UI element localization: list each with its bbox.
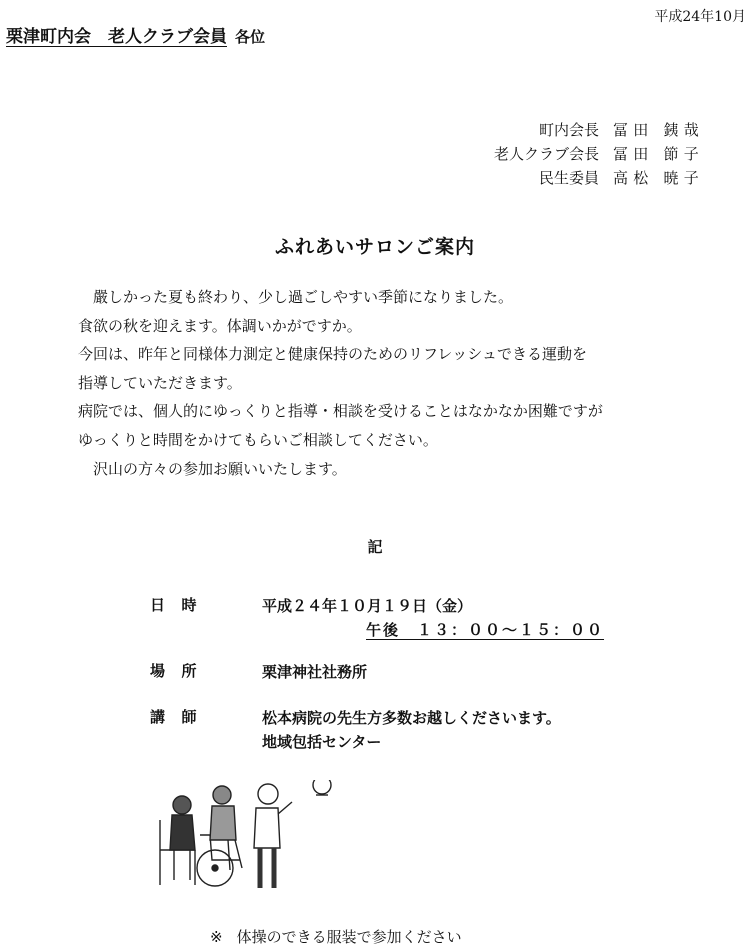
body-line: 指導していただきます。 [78, 373, 242, 392]
body-line: 食欲の秋を迎えます。体調いかがですか。 [78, 316, 362, 335]
instructor-figure [313, 780, 331, 795]
datetime-value [262, 594, 604, 642]
body-line: 病院では、個人的にゆっくりと指導・相談を受けることはなかなか困難ですが [78, 402, 603, 421]
sender-name: 冨田 節子 [612, 145, 704, 163]
body-line: 嚴しかった夏も終わり、少し過ごしやすい季節になりました。 [78, 288, 514, 306]
event-date: 平成２４年１０月１９日（金） [262, 597, 473, 615]
wheelchair-person-figure [210, 786, 242, 870]
document-date: 平成24年10月 [654, 9, 746, 25]
clothing-note [210, 926, 462, 947]
addressee [6, 22, 265, 47]
place-label: 場所 [150, 662, 214, 680]
sender-name: 高松 暁子 [612, 169, 704, 187]
lecturer-value [262, 706, 561, 754]
addressee-suffix: 各位 [235, 28, 266, 46]
note-text: 体操のできる服装で参加ください [236, 928, 462, 946]
sender-row [494, 118, 704, 142]
place-value: 栗津神社社務所 [262, 663, 368, 681]
sender-row [494, 142, 704, 166]
sender-name: 冨田 銕哉 [612, 121, 704, 139]
standing-person-figure [254, 784, 292, 888]
document-title: ふれあいサロンご案内 [274, 236, 475, 258]
datetime-label: 日時 [150, 596, 214, 614]
senders-block [494, 118, 704, 190]
note-mark: ※ [210, 928, 223, 946]
lecturer-line-1: 松本病院の先生方多数お越しくださいます。 [262, 709, 561, 727]
sender-role: 老人クラブ会長 [493, 145, 599, 163]
body-line: 今回は、昨年と同様体力測定と健康保持のためのリフレッシュできる運動を [78, 345, 587, 364]
seated-person-figure [170, 796, 195, 880]
wheelchair-figure [197, 835, 240, 886]
lecturer-line-2: 地域包括センター [262, 733, 382, 751]
sender-row [494, 166, 704, 190]
event-time: 午後 １３：００～１５：００ [366, 621, 605, 639]
lecturer-label: 講師 [150, 708, 214, 726]
body-line: ゆっくりと時間をかけてもらいご相談してください。 [78, 430, 438, 449]
body-text [78, 283, 738, 483]
body-line: 沢山の方々の参加お願いいたします。 [78, 459, 347, 478]
sender-role: 民生委員 [538, 169, 599, 187]
ki-heading: 記 [367, 538, 383, 556]
addressee-name: 栗津町内会 老人クラブ会員 [6, 27, 227, 47]
exercise-illustration [150, 780, 350, 905]
sender-role: 町内会長 [538, 121, 599, 139]
